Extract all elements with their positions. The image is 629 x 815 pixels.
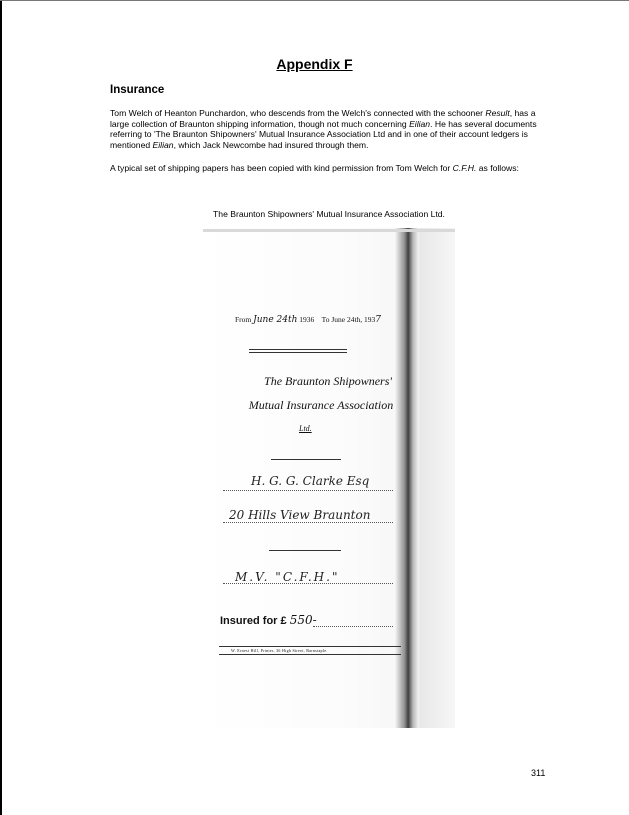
scan-top-edge xyxy=(203,229,455,232)
policy-period xyxy=(235,315,381,325)
divider-rule xyxy=(219,654,401,655)
from-label: From xyxy=(235,315,252,324)
divider-rule xyxy=(219,646,401,647)
page-number: 311 xyxy=(531,768,546,778)
printer-imprint: W. Ernest Hill, Printer, 36 High Street, Barnstaple. xyxy=(231,648,328,653)
owner-address-handwritten: 20 Hills View Braunton xyxy=(229,508,371,522)
divider-rule xyxy=(269,550,341,551)
ship-name-cfh: C.F.H. xyxy=(452,163,477,173)
paragraph-2-text-a: A typical set of shipping papers has been copied with kind permission from Tom Welch for xyxy=(110,163,453,173)
ship-name-result: Result xyxy=(485,108,510,118)
to-date: To June 24th, 193 xyxy=(321,315,376,324)
owner-name-handwritten: H. G. G. Clarke Esq xyxy=(251,474,370,488)
paragraph-1-text-d: , which Jack Newcombe had insured through them. xyxy=(173,139,369,150)
association-name-line2: Mutual Insurance Association xyxy=(248,398,394,412)
page-top-border xyxy=(0,0,629,1)
paragraph-2-text-b: as follows: xyxy=(476,163,519,173)
paragraph-1-text-a: Tom Welch of Heanton Punchardon, who descends from the Welch's connected with the schooner xyxy=(110,108,486,118)
page-title: Appendix F xyxy=(276,56,353,72)
paragraph-1 xyxy=(110,108,550,150)
from-date-handwritten: June 24th xyxy=(253,315,298,325)
page-left-border xyxy=(0,0,2,815)
ship-name-eilian-2: Eilian xyxy=(152,139,174,150)
insured-amount-line xyxy=(220,613,317,627)
insured-amount-handwritten: 550- xyxy=(289,613,317,627)
dotted-line xyxy=(223,490,393,491)
figure-caption: The Braunton Shipowners' Mutual Insurance Association Ltd. xyxy=(213,209,445,219)
insurance-card-scan xyxy=(203,228,455,728)
section-heading: Insurance xyxy=(110,84,165,96)
paragraph-2 xyxy=(110,163,550,174)
paragraph-1-text-b: , has a large collection of Braunton shipping information, though not much concerning xyxy=(110,108,536,129)
ship-name-eilian: Eilian xyxy=(409,118,431,129)
scan-fold-shadow xyxy=(395,228,419,728)
divider-rule xyxy=(271,459,341,460)
insured-label: Insured for £ xyxy=(220,615,287,627)
vessel-name-handwritten: M.V. "C.F.H." xyxy=(235,570,340,584)
dotted-line xyxy=(223,522,393,523)
dotted-line xyxy=(223,583,393,584)
paragraph-1-text-c: . He has several documents referring to 'The Braunton Shipowners' Mutual Insurance Association Ltd and in one of their account ledgers is mentioned xyxy=(110,118,537,150)
dotted-line xyxy=(313,626,393,627)
from-year: 1936 xyxy=(299,315,315,324)
divider-rule xyxy=(249,349,347,350)
to-year-handwritten: 7 xyxy=(375,315,382,325)
association-name-line1: The Braunton Shipowners' xyxy=(264,374,392,388)
association-name-line3: Ltd. xyxy=(299,424,312,433)
divider-rule xyxy=(249,352,347,353)
scan-right-shade xyxy=(419,228,455,728)
